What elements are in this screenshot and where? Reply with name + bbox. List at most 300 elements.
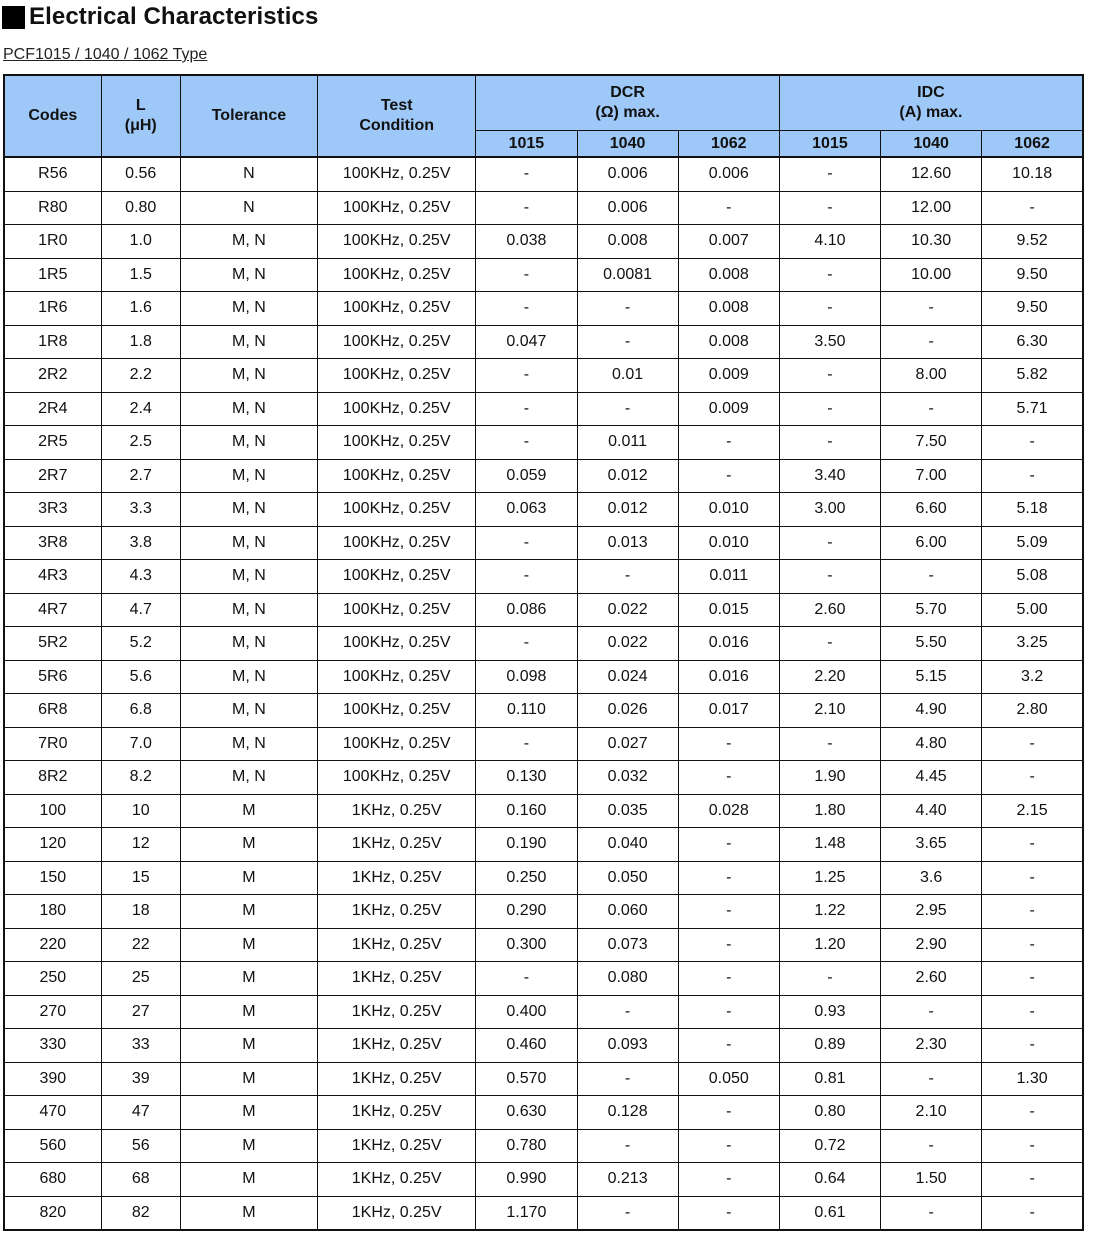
table-row xyxy=(4,962,1083,996)
cell-idc-1062: 9.50 xyxy=(982,292,1083,326)
table-row xyxy=(4,761,1083,795)
cell-idc-1040: - xyxy=(881,392,982,426)
cell-idc-1062: 5.09 xyxy=(982,526,1083,560)
cell-idc-1015: 3.50 xyxy=(779,325,880,359)
cell-idc-1062: 5.08 xyxy=(982,560,1083,594)
cell-dcr-1040: - xyxy=(577,1062,678,1096)
cell-test-condition: 1KHz, 0.25V xyxy=(318,1196,476,1230)
cell-idc-1015: 0.93 xyxy=(779,995,880,1029)
page-title-text: Electrical Characteristics xyxy=(29,3,319,30)
cell-test-condition: 1KHz, 0.25V xyxy=(318,1096,476,1130)
cell-test-condition: 1KHz, 0.25V xyxy=(318,1029,476,1063)
cell-idc-1040: - xyxy=(881,325,982,359)
cell-inductance: 68 xyxy=(101,1163,180,1197)
cell-idc-1040: 2.90 xyxy=(881,928,982,962)
cell-idc-1062: - xyxy=(982,426,1083,460)
cell-dcr-1015: 0.460 xyxy=(476,1029,577,1063)
cell-idc-1015: - xyxy=(779,627,880,661)
cell-dcr-1062: - xyxy=(678,191,779,225)
cell-idc-1062: 6.30 xyxy=(982,325,1083,359)
cell-inductance: 27 xyxy=(101,995,180,1029)
cell-dcr-1040: 0.027 xyxy=(577,727,678,761)
cell-idc-1062: 3.2 xyxy=(982,660,1083,694)
cell-dcr-1015: - xyxy=(476,962,577,996)
cell-dcr-1015: 1.170 xyxy=(476,1196,577,1230)
cell-inductance: 39 xyxy=(101,1062,180,1096)
cell-code: 120 xyxy=(4,828,101,862)
cell-dcr-1062: - xyxy=(678,962,779,996)
table-row xyxy=(4,1096,1083,1130)
cell-test-condition: 1KHz, 0.25V xyxy=(318,895,476,929)
cell-idc-1062: - xyxy=(982,1096,1083,1130)
cell-idc-1062: 3.25 xyxy=(982,627,1083,661)
cell-idc-1015: 0.72 xyxy=(779,1129,880,1163)
cell-tolerance: M xyxy=(180,1196,317,1230)
cell-dcr-1015: 0.063 xyxy=(476,493,577,527)
page-title xyxy=(2,0,318,34)
table-row xyxy=(4,225,1083,259)
cell-code: 2R2 xyxy=(4,359,101,393)
cell-inductance: 0.56 xyxy=(101,157,180,191)
cell-code: 150 xyxy=(4,861,101,895)
cell-idc-1062: 2.80 xyxy=(982,694,1083,728)
cell-code: 3R3 xyxy=(4,493,101,527)
cell-inductance: 0.80 xyxy=(101,191,180,225)
cell-dcr-1062: - xyxy=(678,861,779,895)
cell-idc-1040: - xyxy=(881,1062,982,1096)
cell-code: 1R0 xyxy=(4,225,101,259)
table-row xyxy=(4,627,1083,661)
header-inductance-unit: (μH) xyxy=(124,117,157,134)
electrical-characteristics-table xyxy=(3,74,1084,1231)
cell-dcr-1062: - xyxy=(678,828,779,862)
cell-tolerance: M, N xyxy=(180,392,317,426)
cell-dcr-1040: 0.080 xyxy=(577,962,678,996)
table-row xyxy=(4,1129,1083,1163)
cell-test-condition: 100KHz, 0.25V xyxy=(318,761,476,795)
table-row xyxy=(4,727,1083,761)
cell-tolerance: M, N xyxy=(180,426,317,460)
header-idc xyxy=(779,75,1083,131)
cell-dcr-1040: 0.0081 xyxy=(577,258,678,292)
cell-dcr-1015: 0.290 xyxy=(476,895,577,929)
cell-dcr-1015: - xyxy=(476,258,577,292)
header-idc-1062: 1062 xyxy=(982,131,1083,158)
cell-idc-1062: - xyxy=(982,928,1083,962)
cell-test-condition: 1KHz, 0.25V xyxy=(318,828,476,862)
cell-idc-1062: 1.30 xyxy=(982,1062,1083,1096)
cell-dcr-1062: 0.028 xyxy=(678,794,779,828)
cell-inductance: 4.7 xyxy=(101,593,180,627)
table-row xyxy=(4,995,1083,1029)
cell-idc-1040: 12.00 xyxy=(881,191,982,225)
cell-test-condition: 100KHz, 0.25V xyxy=(318,560,476,594)
cell-dcr-1015: 0.098 xyxy=(476,660,577,694)
cell-inductance: 5.2 xyxy=(101,627,180,661)
header-dcr-1015: 1015 xyxy=(476,131,577,158)
cell-idc-1062: 5.00 xyxy=(982,593,1083,627)
cell-test-condition: 100KHz, 0.25V xyxy=(318,157,476,191)
cell-code: 330 xyxy=(4,1029,101,1063)
cell-dcr-1062: 0.017 xyxy=(678,694,779,728)
cell-test-condition: 100KHz, 0.25V xyxy=(318,694,476,728)
cell-idc-1015: - xyxy=(779,258,880,292)
cell-idc-1015: 0.61 xyxy=(779,1196,880,1230)
table-row xyxy=(4,660,1083,694)
cell-code: 560 xyxy=(4,1129,101,1163)
cell-dcr-1015: - xyxy=(476,560,577,594)
cell-dcr-1062: - xyxy=(678,928,779,962)
cell-idc-1040: 7.50 xyxy=(881,426,982,460)
black-square-icon xyxy=(2,6,25,29)
cell-dcr-1040: - xyxy=(577,995,678,1029)
cell-dcr-1015: 0.130 xyxy=(476,761,577,795)
table-row xyxy=(4,157,1083,191)
cell-dcr-1062: 0.008 xyxy=(678,258,779,292)
cell-dcr-1062: 0.015 xyxy=(678,593,779,627)
cell-dcr-1040: - xyxy=(577,392,678,426)
cell-test-condition: 100KHz, 0.25V xyxy=(318,459,476,493)
table-row xyxy=(4,794,1083,828)
cell-dcr-1015: 0.250 xyxy=(476,861,577,895)
cell-inductance: 2.2 xyxy=(101,359,180,393)
cell-dcr-1062: 0.007 xyxy=(678,225,779,259)
cell-idc-1040: 4.40 xyxy=(881,794,982,828)
cell-code: 390 xyxy=(4,1062,101,1096)
cell-test-condition: 100KHz, 0.25V xyxy=(318,292,476,326)
cell-tolerance: M, N xyxy=(180,526,317,560)
cell-idc-1015: 0.64 xyxy=(779,1163,880,1197)
cell-dcr-1040: 0.006 xyxy=(577,191,678,225)
cell-tolerance: M xyxy=(180,828,317,862)
header-dcr-label: DCR xyxy=(610,84,645,101)
cell-idc-1040: 5.70 xyxy=(881,593,982,627)
cell-tolerance: M, N xyxy=(180,359,317,393)
cell-dcr-1040: 0.050 xyxy=(577,861,678,895)
cell-tolerance: M, N xyxy=(180,660,317,694)
cell-idc-1062: - xyxy=(982,995,1083,1029)
cell-idc-1040: - xyxy=(881,292,982,326)
cell-dcr-1062: 0.009 xyxy=(678,392,779,426)
cell-dcr-1015: - xyxy=(476,359,577,393)
cell-inductance: 4.3 xyxy=(101,560,180,594)
cell-dcr-1015: 0.160 xyxy=(476,794,577,828)
cell-idc-1015: 3.00 xyxy=(779,493,880,527)
cell-inductance: 3.3 xyxy=(101,493,180,527)
cell-tolerance: M, N xyxy=(180,727,317,761)
table-row xyxy=(4,258,1083,292)
cell-idc-1015: - xyxy=(779,157,880,191)
cell-tolerance: M, N xyxy=(180,258,317,292)
cell-dcr-1062: - xyxy=(678,1129,779,1163)
cell-idc-1040: 12.60 xyxy=(881,157,982,191)
cell-dcr-1040: 0.073 xyxy=(577,928,678,962)
cell-inductance: 82 xyxy=(101,1196,180,1230)
cell-test-condition: 100KHz, 0.25V xyxy=(318,526,476,560)
cell-dcr-1062: 0.009 xyxy=(678,359,779,393)
cell-code: 1R5 xyxy=(4,258,101,292)
cell-idc-1040: 4.90 xyxy=(881,694,982,728)
cell-idc-1015: - xyxy=(779,526,880,560)
cell-dcr-1040: 0.213 xyxy=(577,1163,678,1197)
cell-dcr-1062: - xyxy=(678,895,779,929)
cell-inductance: 1.5 xyxy=(101,258,180,292)
cell-idc-1040: 8.00 xyxy=(881,359,982,393)
cell-code: 2R5 xyxy=(4,426,101,460)
header-inductance xyxy=(101,75,180,157)
cell-idc-1040: 5.15 xyxy=(881,660,982,694)
cell-idc-1062: - xyxy=(982,962,1083,996)
header-dcr-1062: 1062 xyxy=(678,131,779,158)
cell-dcr-1062: - xyxy=(678,1163,779,1197)
cell-inductance: 18 xyxy=(101,895,180,929)
cell-idc-1015: 0.81 xyxy=(779,1062,880,1096)
cell-dcr-1040: 0.035 xyxy=(577,794,678,828)
cell-inductance: 6.8 xyxy=(101,694,180,728)
cell-idc-1015: - xyxy=(779,292,880,326)
cell-idc-1040: - xyxy=(881,1196,982,1230)
cell-code: 7R0 xyxy=(4,727,101,761)
cell-dcr-1062: - xyxy=(678,459,779,493)
cell-inductance: 3.8 xyxy=(101,526,180,560)
product-type-subtitle: PCF1015 / 1040 / 1062 Type xyxy=(3,46,208,63)
cell-tolerance: M xyxy=(180,861,317,895)
cell-code: R56 xyxy=(4,157,101,191)
cell-dcr-1040: 0.008 xyxy=(577,225,678,259)
header-idc-label: IDC xyxy=(917,84,945,101)
cell-idc-1015: 3.40 xyxy=(779,459,880,493)
cell-tolerance: N xyxy=(180,157,317,191)
cell-dcr-1062: 0.008 xyxy=(678,325,779,359)
cell-dcr-1062: 0.006 xyxy=(678,157,779,191)
cell-idc-1062: - xyxy=(982,1163,1083,1197)
cell-idc-1015: 1.22 xyxy=(779,895,880,929)
cell-idc-1040: - xyxy=(881,1129,982,1163)
cell-idc-1015: - xyxy=(779,727,880,761)
cell-inductance: 2.7 xyxy=(101,459,180,493)
cell-code: 220 xyxy=(4,928,101,962)
cell-dcr-1040: 0.012 xyxy=(577,493,678,527)
header-idc-1015: 1015 xyxy=(779,131,880,158)
cell-idc-1040: 5.50 xyxy=(881,627,982,661)
table-row xyxy=(4,560,1083,594)
cell-dcr-1062: 0.010 xyxy=(678,493,779,527)
cell-dcr-1040: 0.013 xyxy=(577,526,678,560)
cell-idc-1040: 3.6 xyxy=(881,861,982,895)
cell-code: 4R3 xyxy=(4,560,101,594)
cell-code: 470 xyxy=(4,1096,101,1130)
cell-dcr-1040: 0.022 xyxy=(577,627,678,661)
cell-idc-1040: 3.65 xyxy=(881,828,982,862)
cell-test-condition: 1KHz, 0.25V xyxy=(318,794,476,828)
cell-dcr-1062: - xyxy=(678,727,779,761)
header-inductance-label: L xyxy=(135,97,146,114)
cell-dcr-1040: - xyxy=(577,292,678,326)
table-row xyxy=(4,1196,1083,1230)
cell-idc-1062: - xyxy=(982,459,1083,493)
cell-inductance: 22 xyxy=(101,928,180,962)
cell-dcr-1040: 0.011 xyxy=(577,426,678,460)
cell-test-condition: 100KHz, 0.25V xyxy=(318,392,476,426)
cell-inductance: 10 xyxy=(101,794,180,828)
cell-idc-1015: 0.89 xyxy=(779,1029,880,1063)
cell-dcr-1062: 0.016 xyxy=(678,660,779,694)
cell-code: 180 xyxy=(4,895,101,929)
cell-test-condition: 100KHz, 0.25V xyxy=(318,493,476,527)
cell-code: R80 xyxy=(4,191,101,225)
table-row xyxy=(4,459,1083,493)
cell-idc-1062: 9.52 xyxy=(982,225,1083,259)
cell-tolerance: M xyxy=(180,1163,317,1197)
cell-inductance: 7.0 xyxy=(101,727,180,761)
cell-dcr-1040: 0.006 xyxy=(577,157,678,191)
cell-idc-1040: - xyxy=(881,560,982,594)
cell-dcr-1015: 0.190 xyxy=(476,828,577,862)
cell-tolerance: M, N xyxy=(180,694,317,728)
table-row xyxy=(4,1029,1083,1063)
cell-tolerance: M xyxy=(180,794,317,828)
cell-dcr-1062: 0.011 xyxy=(678,560,779,594)
cell-test-condition: 1KHz, 0.25V xyxy=(318,1163,476,1197)
header-dcr-unit: (Ω) max. xyxy=(595,104,660,121)
cell-idc-1015: - xyxy=(779,392,880,426)
cell-test-condition: 100KHz, 0.25V xyxy=(318,191,476,225)
cell-test-condition: 100KHz, 0.25V xyxy=(318,627,476,661)
cell-code: 4R7 xyxy=(4,593,101,627)
cell-dcr-1015: 0.059 xyxy=(476,459,577,493)
cell-dcr-1062: 0.050 xyxy=(678,1062,779,1096)
cell-tolerance: M xyxy=(180,1129,317,1163)
cell-inductance: 5.6 xyxy=(101,660,180,694)
cell-idc-1015: - xyxy=(779,560,880,594)
cell-dcr-1040: 0.128 xyxy=(577,1096,678,1130)
cell-dcr-1015: 0.086 xyxy=(476,593,577,627)
cell-inductance: 8.2 xyxy=(101,761,180,795)
cell-dcr-1015: 0.990 xyxy=(476,1163,577,1197)
cell-code: 1R8 xyxy=(4,325,101,359)
header-codes: Codes xyxy=(4,75,101,157)
table-row xyxy=(4,895,1083,929)
cell-dcr-1015: 0.630 xyxy=(476,1096,577,1130)
cell-dcr-1062: 0.016 xyxy=(678,627,779,661)
cell-idc-1062: - xyxy=(982,895,1083,929)
cell-dcr-1015: 0.780 xyxy=(476,1129,577,1163)
cell-idc-1040: 4.80 xyxy=(881,727,982,761)
cell-dcr-1062: - xyxy=(678,761,779,795)
cell-idc-1062: 2.15 xyxy=(982,794,1083,828)
cell-test-condition: 1KHz, 0.25V xyxy=(318,962,476,996)
header-dcr xyxy=(476,75,780,131)
table-row xyxy=(4,694,1083,728)
table-row xyxy=(4,1163,1083,1197)
cell-idc-1015: 2.60 xyxy=(779,593,880,627)
cell-dcr-1015: 0.570 xyxy=(476,1062,577,1096)
cell-dcr-1015: 0.400 xyxy=(476,995,577,1029)
cell-idc-1015: 1.20 xyxy=(779,928,880,962)
cell-test-condition: 1KHz, 0.25V xyxy=(318,861,476,895)
cell-dcr-1062: - xyxy=(678,1196,779,1230)
cell-idc-1040: 1.50 xyxy=(881,1163,982,1197)
cell-idc-1062: 9.50 xyxy=(982,258,1083,292)
cell-dcr-1015: 0.110 xyxy=(476,694,577,728)
cell-dcr-1015: 0.047 xyxy=(476,325,577,359)
cell-idc-1015: 4.10 xyxy=(779,225,880,259)
cell-tolerance: M, N xyxy=(180,292,317,326)
cell-dcr-1040: 0.024 xyxy=(577,660,678,694)
cell-dcr-1015: - xyxy=(476,627,577,661)
cell-inductance: 2.5 xyxy=(101,426,180,460)
cell-idc-1062: - xyxy=(982,828,1083,862)
cell-tolerance: M, N xyxy=(180,459,317,493)
header-dcr-1040: 1040 xyxy=(577,131,678,158)
cell-idc-1062: 5.18 xyxy=(982,493,1083,527)
cell-test-condition: 100KHz, 0.25V xyxy=(318,727,476,761)
cell-test-condition: 100KHz, 0.25V xyxy=(318,258,476,292)
cell-idc-1040: 2.60 xyxy=(881,962,982,996)
cell-tolerance: M, N xyxy=(180,627,317,661)
cell-idc-1062: 10.18 xyxy=(982,157,1083,191)
cell-idc-1062: - xyxy=(982,191,1083,225)
cell-dcr-1015: - xyxy=(476,157,577,191)
cell-test-condition: 100KHz, 0.25V xyxy=(318,426,476,460)
cell-tolerance: M, N xyxy=(180,560,317,594)
table-body xyxy=(4,157,1083,1230)
table-row xyxy=(4,593,1083,627)
cell-idc-1062: - xyxy=(982,761,1083,795)
cell-test-condition: 1KHz, 0.25V xyxy=(318,1129,476,1163)
table-row xyxy=(4,359,1083,393)
cell-idc-1062: - xyxy=(982,727,1083,761)
cell-idc-1062: 5.71 xyxy=(982,392,1083,426)
cell-dcr-1015: - xyxy=(476,292,577,326)
cell-tolerance: M, N xyxy=(180,761,317,795)
table-row xyxy=(4,828,1083,862)
table-row xyxy=(4,526,1083,560)
cell-code: 2R4 xyxy=(4,392,101,426)
cell-dcr-1062: 0.010 xyxy=(678,526,779,560)
cell-inductance: 47 xyxy=(101,1096,180,1130)
cell-test-condition: 1KHz, 0.25V xyxy=(318,1062,476,1096)
cell-dcr-1015: - xyxy=(476,526,577,560)
cell-idc-1015: 1.80 xyxy=(779,794,880,828)
table-row xyxy=(4,426,1083,460)
cell-dcr-1040: 0.022 xyxy=(577,593,678,627)
cell-dcr-1015: - xyxy=(476,426,577,460)
cell-idc-1062: - xyxy=(982,1129,1083,1163)
cell-idc-1015: 1.48 xyxy=(779,828,880,862)
cell-tolerance: M, N xyxy=(180,493,317,527)
header-test-condition-line2: Condition xyxy=(359,117,434,134)
cell-dcr-1040: 0.01 xyxy=(577,359,678,393)
cell-test-condition: 100KHz, 0.25V xyxy=(318,225,476,259)
cell-dcr-1015: - xyxy=(476,727,577,761)
table-row xyxy=(4,928,1083,962)
cell-tolerance: M, N xyxy=(180,225,317,259)
cell-tolerance: M xyxy=(180,1062,317,1096)
cell-dcr-1015: 0.300 xyxy=(476,928,577,962)
cell-tolerance: M xyxy=(180,895,317,929)
cell-code: 1R6 xyxy=(4,292,101,326)
cell-idc-1015: - xyxy=(779,191,880,225)
cell-dcr-1040: 0.060 xyxy=(577,895,678,929)
cell-dcr-1015: 0.038 xyxy=(476,225,577,259)
cell-idc-1040: 4.45 xyxy=(881,761,982,795)
cell-idc-1040: 10.30 xyxy=(881,225,982,259)
cell-test-condition: 100KHz, 0.25V xyxy=(318,359,476,393)
cell-dcr-1040: - xyxy=(577,325,678,359)
cell-dcr-1062: - xyxy=(678,995,779,1029)
table-row xyxy=(4,861,1083,895)
